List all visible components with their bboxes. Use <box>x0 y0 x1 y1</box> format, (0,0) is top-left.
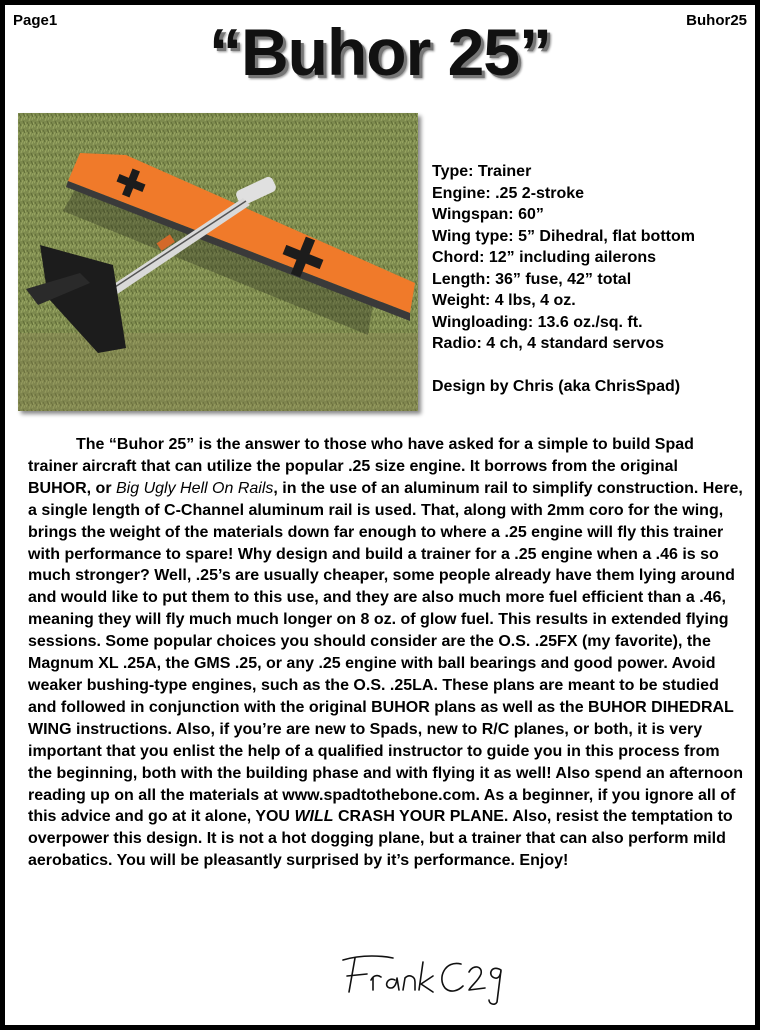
body-emphasis-text: WILL <box>294 808 334 826</box>
design-credit: Design by Chris (aka ChrisSpad) <box>432 377 681 395</box>
body-text-part: The “Buhor 25” is the answer to those who have asked for a simple to build Spad trainer aircraft that can utilize the popular .25 size engine. It borrows from the original BUHOR, or <box>28 436 694 497</box>
specifications-list <box>432 161 695 397</box>
spec-line: Weight: 4 lbs, 4 oz. <box>432 292 576 309</box>
handwritten-signature <box>333 950 508 1008</box>
spec-line: Type: Trainer <box>432 163 532 180</box>
document-title: “Buhor 25” <box>208 15 552 89</box>
document-label: Buhor25 <box>686 12 747 29</box>
body-italic-text: Big Ugly Hell On Rails <box>116 479 274 497</box>
body-text-part: CRASH YOUR PLANE. Also, resist the temptation to overpower this design. It is not a hot dogging plane, but a trainer that can also perform mild aerobatics. You will be pleasantly surprised by it’s performance. Enjoy! <box>28 808 733 870</box>
spec-line: Wing type: 5” Dihedral, flat bottom <box>432 227 695 245</box>
body-paragraph <box>28 434 743 872</box>
spec-line: Radio: 4 ch, 4 standard servos <box>432 335 665 352</box>
page-number-label: Page1 <box>13 12 58 29</box>
spec-line: Length: 36” fuse, 42” total <box>432 270 632 288</box>
spec-line: Wingloading: 13.6 oz./sq. ft. <box>432 313 643 331</box>
airplane-photo <box>18 113 418 411</box>
spec-line: Chord: 12” including ailerons <box>432 249 657 266</box>
spec-line: Engine: .25 2-stroke <box>432 184 585 202</box>
body-text-part: , in the use of an aluminum rail to simplify construction. Here, a single length of C-Channel aluminum rail is used. That, along with 2mm coro for the wing, brings the weight of the materials down far enough to where a .25 engine will fly this trainer with performance to spare! Why design and build a trainer for a .25 engine when a .46 is so much stronger? Well, .25’s are usually cheaper, some people already have them lying around and would like to put them to this use, and they are also much more fuel efficient than a .46, meaning they will fly much much longer on 8 oz. of glow fuel. This results in extended flying sessions. Some popular choices you should consider are the O.S. .25FX (my favorite), the Magnum XL .25A, the GMS .25, or any .25 engine with ball bearings and good power. Avoid weaker bushing-type engines, such as the O.S. .25LA. These plans are meant to be studied and followed in conjunction with the original BUHOR plans as well as the BUHOR DIHEDRAL WING instructions. Also, if you’re are new to Spads, new to R/C planes, or both, it is very important that you enlist the help of a qualified instructor to guide you in this process from the beginning, both with the building phase and with flying it as well! Also spend an afternoon reading up on all the materials at www.spadtothebone.com. As a beginner, if you ignore all of this advice and go at it alone, YOU <box>28 479 743 826</box>
spec-line: Wingspan: 60” <box>432 206 544 223</box>
